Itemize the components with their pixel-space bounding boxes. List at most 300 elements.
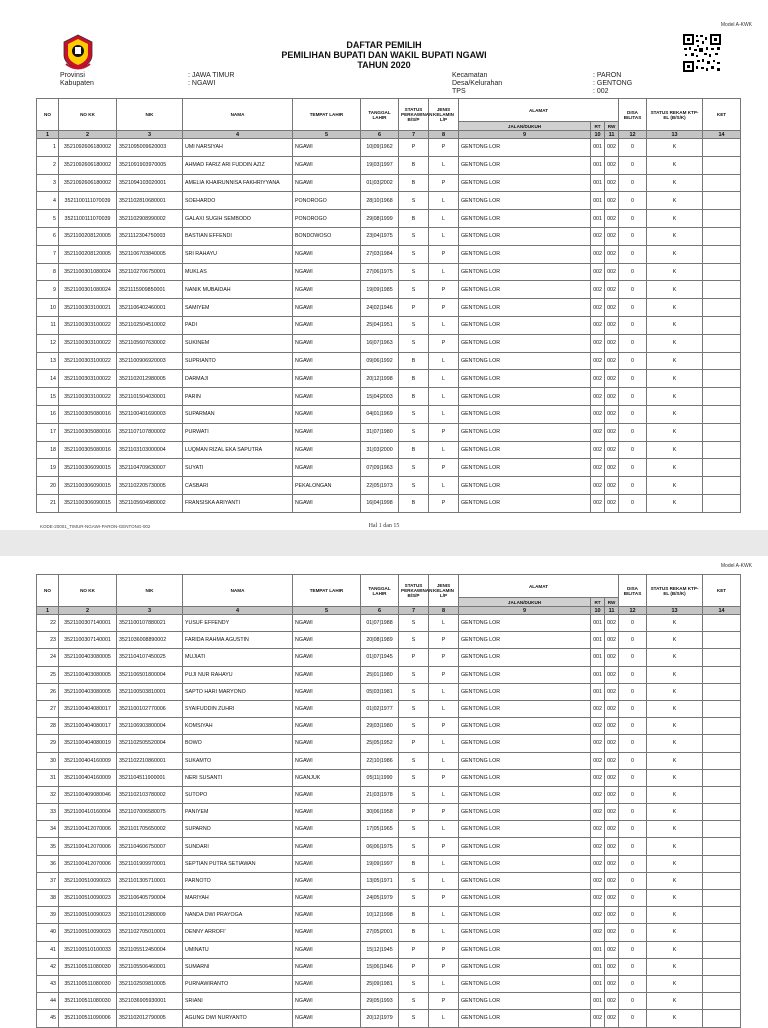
row-rt: 001	[591, 975, 605, 992]
row-tanggal-lahir: 07|09|1963	[361, 459, 399, 477]
row-rt: 001	[591, 993, 605, 1010]
row-rw: 002	[605, 459, 619, 477]
row-status: S	[399, 838, 429, 855]
table-row	[37, 700, 741, 717]
row-no-kk: 3521100303100022	[59, 316, 117, 334]
table-row	[37, 941, 741, 958]
row-status: S	[399, 227, 429, 245]
table-row	[37, 139, 741, 157]
row-rt: 001	[591, 192, 605, 210]
row-nik: 3521102012790005	[117, 1010, 183, 1027]
row-ket	[703, 174, 741, 192]
row-ket	[703, 156, 741, 174]
row-jenis-kelamin: L	[429, 192, 459, 210]
page-2	[0, 556, 768, 1024]
row-jenis-kelamin: L	[429, 700, 459, 717]
voter-table-page-2	[36, 574, 741, 1028]
row-jalan: GENTONG LOR	[459, 388, 591, 406]
row-ktp-status: K	[647, 174, 703, 192]
row-no: 17	[37, 423, 59, 441]
row-tempat-lahir: NGAWI	[293, 370, 361, 388]
row-no: 11	[37, 316, 59, 334]
row-nama: FARIDA RAHMA AGUSTIN	[183, 632, 293, 649]
row-disabilitas: 0	[619, 156, 647, 174]
row-jalan: GENTONG LOR	[459, 477, 591, 495]
row-jenis-kelamin: L	[429, 872, 459, 889]
row-nik: 3521115909850001	[117, 281, 183, 299]
row-tanggal-lahir: 15|04|2003	[361, 388, 399, 406]
row-jalan: GENTONG LOR	[459, 245, 591, 263]
row-rw: 002	[605, 405, 619, 423]
row-tanggal-lahir: 17|05|1965	[361, 821, 399, 838]
row-jalan: GENTONG LOR	[459, 786, 591, 803]
row-status: B	[399, 494, 429, 512]
row-ket	[703, 245, 741, 263]
row-disabilitas: 0	[619, 666, 647, 683]
row-jalan: GENTONG LOR	[459, 958, 591, 975]
row-jenis-kelamin: P	[429, 804, 459, 821]
row-no: 37	[37, 872, 59, 889]
row-nama: SRI RAHAYU	[183, 245, 293, 263]
row-no-kk: 3521100111070039	[59, 210, 117, 228]
row-tempat-lahir: NGAWI	[293, 700, 361, 717]
row-jalan: GENTONG LOR	[459, 281, 591, 299]
row-jenis-kelamin: L	[429, 924, 459, 941]
row-status: P	[399, 804, 429, 821]
row-status: S	[399, 405, 429, 423]
row-jenis-kelamin: P	[429, 174, 459, 192]
row-nik: 3521101909970001	[117, 855, 183, 872]
header-jalan-dukuh: JALAN/DUKUH	[459, 598, 591, 607]
row-rt: 002	[591, 441, 605, 459]
row-no-kk: 3521100306090015	[59, 477, 117, 495]
row-disabilitas: 0	[619, 477, 647, 495]
row-no: 2	[37, 156, 59, 174]
row-nik: 3521102504510002	[117, 316, 183, 334]
row-jalan: GENTONG LOR	[459, 139, 591, 157]
row-jalan: GENTONG LOR	[459, 316, 591, 334]
row-ktp-status: K	[647, 316, 703, 334]
row-rw: 002	[605, 615, 619, 632]
table-header	[37, 575, 741, 615]
row-tanggal-lahir: 01|02|1977	[361, 700, 399, 717]
table-row	[37, 316, 741, 334]
row-ket	[703, 649, 741, 666]
row-nik: 3521102012980005	[117, 370, 183, 388]
row-no-kk: 3521100403080005	[59, 666, 117, 683]
row-status: S	[399, 666, 429, 683]
row-jalan: GENTONG LOR	[459, 210, 591, 228]
table-row	[37, 683, 741, 700]
column-number: 13	[647, 607, 703, 615]
row-nik: 3521100906920003	[117, 352, 183, 370]
header-rw: RW	[605, 122, 619, 131]
row-no-kk: 3521100510090023	[59, 924, 117, 941]
row-disabilitas: 0	[619, 735, 647, 752]
row-tanggal-lahir: 27|05|2001	[361, 924, 399, 941]
row-tempat-lahir: NGAWI	[293, 156, 361, 174]
row-jalan: GENTONG LOR	[459, 718, 591, 735]
row-tanggal-lahir: 09|06|1992	[361, 352, 399, 370]
row-tanggal-lahir: 10|12|1998	[361, 907, 399, 924]
column-number: 10	[591, 131, 605, 139]
row-tempat-lahir: NGAWI	[293, 281, 361, 299]
row-jenis-kelamin: L	[429, 477, 459, 495]
title-line-1: DAFTAR PEMILIH	[346, 40, 422, 50]
column-number: 6	[361, 607, 399, 615]
row-ket	[703, 494, 741, 512]
column-number: 8	[429, 131, 459, 139]
row-rt: 001	[591, 941, 605, 958]
row-disabilitas: 0	[619, 459, 647, 477]
page-separator	[0, 530, 768, 556]
row-ket	[703, 423, 741, 441]
row-jalan: GENTONG LOR	[459, 299, 591, 317]
row-status: B	[399, 441, 429, 459]
row-ket	[703, 821, 741, 838]
header-no: NO	[37, 99, 59, 131]
row-disabilitas: 0	[619, 316, 647, 334]
row-ktp-status: K	[647, 245, 703, 263]
row-jenis-kelamin: P	[429, 649, 459, 666]
row-no: 40	[37, 924, 59, 941]
header-jalan-dukuh: JALAN/DUKUH	[459, 122, 591, 131]
row-ktp-status: K	[647, 683, 703, 700]
row-no: 35	[37, 838, 59, 855]
column-number: 9	[459, 607, 591, 615]
row-ktp-status: K	[647, 263, 703, 281]
row-no-kk: 3521100111070039	[59, 192, 117, 210]
row-status: B	[399, 210, 429, 228]
row-nik: 3521100401690003	[117, 405, 183, 423]
row-disabilitas: 0	[619, 855, 647, 872]
header-rw: RW	[605, 598, 619, 607]
row-ket	[703, 632, 741, 649]
row-no-kk: 3521100412070006	[59, 838, 117, 855]
row-ket	[703, 316, 741, 334]
row-jenis-kelamin: L	[429, 156, 459, 174]
row-tanggal-lahir: 01|07|1988	[361, 615, 399, 632]
row-ktp-status: K	[647, 632, 703, 649]
row-ket	[703, 299, 741, 317]
row-jenis-kelamin: P	[429, 459, 459, 477]
row-nama: NERI SUSANTI	[183, 769, 293, 786]
row-no-kk: 3521092606180002	[59, 156, 117, 174]
row-disabilitas: 0	[619, 975, 647, 992]
document-title	[0, 40, 768, 70]
row-disabilitas: 0	[619, 838, 647, 855]
row-rt: 001	[591, 174, 605, 192]
row-no: 28	[37, 718, 59, 735]
row-nama: PURWATI	[183, 423, 293, 441]
row-no-kk: 3521100208120005	[59, 227, 117, 245]
title-line-3: TAHUN 2020	[357, 60, 411, 70]
row-nik: 3521106703840005	[117, 245, 183, 263]
row-tanggal-lahir: 25|05|1952	[361, 735, 399, 752]
header-tanggal-lahir: TANGGAL LAHIR	[361, 99, 399, 131]
row-jenis-kelamin: P	[429, 958, 459, 975]
header-no: NO	[37, 575, 59, 607]
row-jenis-kelamin: L	[429, 370, 459, 388]
row-tanggal-lahir: 16|04|1998	[361, 494, 399, 512]
table-row	[37, 786, 741, 803]
row-jalan: GENTONG LOR	[459, 1010, 591, 1027]
row-nama: PUJI NUR RAHAYU	[183, 666, 293, 683]
row-rt: 002	[591, 334, 605, 352]
row-no: 38	[37, 890, 59, 907]
row-no: 36	[37, 855, 59, 872]
row-jenis-kelamin: L	[429, 752, 459, 769]
row-status: S	[399, 192, 429, 210]
row-tanggal-lahir: 20|08|1989	[361, 632, 399, 649]
row-rw: 002	[605, 370, 619, 388]
row-jenis-kelamin: P	[429, 299, 459, 317]
meta-kecamatan: Kecamatan : PARON	[452, 72, 622, 79]
row-nik: 3521106402460001	[117, 299, 183, 317]
row-rw: 002	[605, 210, 619, 228]
row-tanggal-lahir: 01|07|1945	[361, 649, 399, 666]
row-status: B	[399, 174, 429, 192]
row-nik: 3521112304750003	[117, 227, 183, 245]
row-tempat-lahir: NGAWI	[293, 838, 361, 855]
row-jenis-kelamin: L	[429, 975, 459, 992]
row-ket	[703, 718, 741, 735]
row-nama: LUQMAN RIZAL EKA SAPUTRA	[183, 441, 293, 459]
row-ktp-status: K	[647, 735, 703, 752]
row-disabilitas: 0	[619, 769, 647, 786]
row-rw: 002	[605, 156, 619, 174]
row-ket	[703, 769, 741, 786]
row-ket	[703, 872, 741, 889]
row-jalan: GENTONG LOR	[459, 227, 591, 245]
column-number: 2	[59, 131, 117, 139]
row-rw: 002	[605, 174, 619, 192]
row-rw: 002	[605, 666, 619, 683]
row-no-kk: 3521100404080017	[59, 700, 117, 717]
table-row	[37, 649, 741, 666]
row-nik: 3521105506460001	[117, 958, 183, 975]
row-no-kk: 3521100510090023	[59, 907, 117, 924]
row-nama: SUKAMTO	[183, 752, 293, 769]
column-number: 13	[647, 131, 703, 139]
row-jenis-kelamin: L	[429, 388, 459, 406]
row-disabilitas: 0	[619, 423, 647, 441]
row-rw: 002	[605, 192, 619, 210]
row-status: S	[399, 890, 429, 907]
row-no-kk: 3521092606180002	[59, 139, 117, 157]
row-jenis-kelamin: L	[429, 1010, 459, 1027]
row-nama: SUPARNO	[183, 821, 293, 838]
row-ktp-status: K	[647, 615, 703, 632]
row-disabilitas: 0	[619, 1010, 647, 1027]
row-status: S	[399, 423, 429, 441]
row-nama: NANIK MUBAIDAH	[183, 281, 293, 299]
row-no: 33	[37, 804, 59, 821]
row-no-kk: 3521100510090023	[59, 872, 117, 889]
row-ket	[703, 388, 741, 406]
row-disabilitas: 0	[619, 441, 647, 459]
row-rt: 002	[591, 838, 605, 855]
row-ket	[703, 890, 741, 907]
row-tempat-lahir: NGAWI	[293, 683, 361, 700]
row-rw: 002	[605, 441, 619, 459]
row-jenis-kelamin: L	[429, 227, 459, 245]
row-ket	[703, 683, 741, 700]
row-tanggal-lahir: 13|05|1971	[361, 872, 399, 889]
table-row	[37, 993, 741, 1010]
row-ket	[703, 907, 741, 924]
row-rw: 002	[605, 388, 619, 406]
row-jalan: GENTONG LOR	[459, 941, 591, 958]
row-rw: 002	[605, 700, 619, 717]
meta-tps: TPS : 002	[452, 88, 609, 95]
row-nama: SAMIYEM	[183, 299, 293, 317]
row-ket	[703, 227, 741, 245]
row-nik: 3521106405790004	[117, 890, 183, 907]
row-tempat-lahir: NGAWI	[293, 632, 361, 649]
row-status: P	[399, 649, 429, 666]
row-ktp-status: K	[647, 423, 703, 441]
row-tanggal-lahir: 29|03|1980	[361, 718, 399, 735]
row-nik: 3521101504030001	[117, 388, 183, 406]
row-no-kk: 3521100404160009	[59, 752, 117, 769]
row-jenis-kelamin: P	[429, 666, 459, 683]
row-ket	[703, 1010, 741, 1027]
row-status: P	[399, 735, 429, 752]
row-tempat-lahir: NGAWI	[293, 993, 361, 1010]
row-disabilitas: 0	[619, 700, 647, 717]
row-no: 18	[37, 441, 59, 459]
row-tempat-lahir: NGAWI	[293, 872, 361, 889]
row-no: 1	[37, 139, 59, 157]
row-rt: 002	[591, 494, 605, 512]
row-status: B	[399, 156, 429, 174]
row-ket	[703, 441, 741, 459]
column-number: 3	[117, 131, 183, 139]
row-jalan: GENTONG LOR	[459, 352, 591, 370]
row-jalan: GENTONG LOR	[459, 890, 591, 907]
row-ket	[703, 192, 741, 210]
row-no: 12	[37, 334, 59, 352]
row-ktp-status: K	[647, 441, 703, 459]
row-nik: 3521102705010001	[117, 924, 183, 941]
table-row	[37, 615, 741, 632]
row-nik: 3521094103020001	[117, 174, 183, 192]
column-number: 7	[399, 131, 429, 139]
row-rt: 002	[591, 718, 605, 735]
row-tempat-lahir: NGAWI	[293, 752, 361, 769]
row-jenis-kelamin: L	[429, 821, 459, 838]
row-jalan: GENTONG LOR	[459, 615, 591, 632]
row-no-kk: 3521100306090015	[59, 459, 117, 477]
row-ket	[703, 281, 741, 299]
column-number: 9	[459, 131, 591, 139]
table-row	[37, 370, 741, 388]
row-jenis-kelamin: P	[429, 245, 459, 263]
row-no-kk: 3521100412070006	[59, 821, 117, 838]
row-disabilitas: 0	[619, 872, 647, 889]
row-rt: 001	[591, 156, 605, 174]
row-ket	[703, 334, 741, 352]
header-disabilitas: DISA BILITAS	[619, 99, 647, 131]
row-status: P	[399, 958, 429, 975]
row-ktp-status: K	[647, 1010, 703, 1027]
row-nik: 3521100102770006	[117, 700, 183, 717]
row-ket	[703, 459, 741, 477]
row-tanggal-lahir: 25|04|1951	[361, 316, 399, 334]
row-rt: 001	[591, 210, 605, 228]
row-status: S	[399, 316, 429, 334]
table-row	[37, 494, 741, 512]
row-jenis-kelamin: L	[429, 316, 459, 334]
header-rt: RT	[591, 598, 605, 607]
row-rw: 002	[605, 263, 619, 281]
column-number: 11	[605, 131, 619, 139]
row-ket	[703, 263, 741, 281]
row-jalan: GENTONG LOR	[459, 924, 591, 941]
row-no: 19	[37, 459, 59, 477]
row-jalan: GENTONG LOR	[459, 370, 591, 388]
row-disabilitas: 0	[619, 907, 647, 924]
row-ket	[703, 804, 741, 821]
table-header	[37, 99, 741, 139]
row-nama: DARMAJI	[183, 370, 293, 388]
table-row	[37, 718, 741, 735]
row-jalan: GENTONG LOR	[459, 459, 591, 477]
header-status-perkawinan: STATUS PERKAWINAN B/S/P	[399, 99, 429, 131]
row-rw: 002	[605, 890, 619, 907]
row-tanggal-lahir: 24|02|1946	[361, 299, 399, 317]
row-ket	[703, 838, 741, 855]
row-tanggal-lahir: 19|03|1997	[361, 156, 399, 174]
row-disabilitas: 0	[619, 718, 647, 735]
row-tempat-lahir: NGAWI	[293, 890, 361, 907]
row-disabilitas: 0	[619, 958, 647, 975]
row-nama: SUTOPO	[183, 786, 293, 803]
row-nama: MARIYAH	[183, 890, 293, 907]
row-nik: 3521100503810001	[117, 683, 183, 700]
row-tempat-lahir: NGAWI	[293, 718, 361, 735]
row-tempat-lahir: PONOROGO	[293, 192, 361, 210]
row-ktp-status: K	[647, 666, 703, 683]
row-rw: 002	[605, 299, 619, 317]
row-rw: 002	[605, 245, 619, 263]
row-jalan: GENTONG LOR	[459, 769, 591, 786]
row-jenis-kelamin: P	[429, 718, 459, 735]
header-tempat-lahir: TEMPAT LAHIR	[293, 575, 361, 607]
row-rw: 002	[605, 494, 619, 512]
region-info-right	[452, 72, 632, 96]
row-rw: 002	[605, 924, 619, 941]
row-nik: 3521095009620003	[117, 139, 183, 157]
row-no: 31	[37, 769, 59, 786]
row-disabilitas: 0	[619, 941, 647, 958]
row-jalan: GENTONG LOR	[459, 263, 591, 281]
row-rw: 002	[605, 958, 619, 975]
row-nama: YUSUF EFFENDY	[183, 615, 293, 632]
row-no: 15	[37, 388, 59, 406]
row-tempat-lahir: NGAWI	[293, 941, 361, 958]
row-rt: 002	[591, 924, 605, 941]
row-no: 30	[37, 752, 59, 769]
row-tanggal-lahir: 06|06|1975	[361, 838, 399, 855]
row-tanggal-lahir: 19|09|1997	[361, 855, 399, 872]
row-nik: 3521104606750007	[117, 838, 183, 855]
row-rt: 002	[591, 370, 605, 388]
row-tanggal-lahir: 31|07|1980	[361, 423, 399, 441]
row-no-kk: 3521100303100022	[59, 388, 117, 406]
row-ket	[703, 405, 741, 423]
